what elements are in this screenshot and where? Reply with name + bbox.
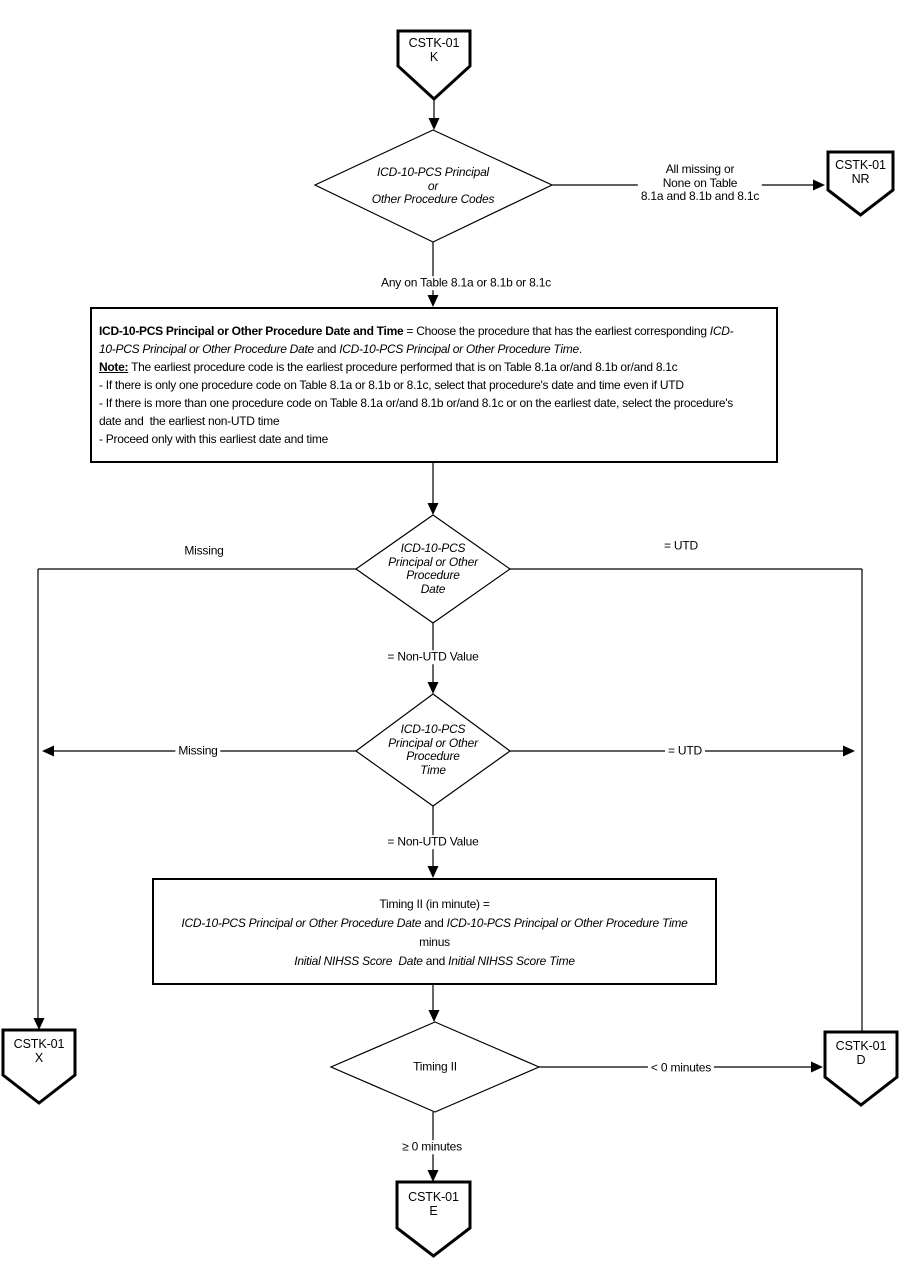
connector-k-letter: K <box>429 50 439 64</box>
connector-e-id: CSTK-01 <box>408 1190 459 1204</box>
arrowhead-into-x <box>34 1018 45 1030</box>
edge-label-date-non-utd: = Non-UTD Value <box>384 650 481 664</box>
note-line-3 <box>99 358 733 376</box>
connector-x-letter: X <box>34 1051 44 1065</box>
time-line4: Time <box>420 762 446 777</box>
arrowhead-into-time <box>428 682 439 694</box>
connector-x-id: CSTK-01 <box>13 1037 65 1051</box>
process-earliest-procedure-box <box>90 307 778 463</box>
timing-line-4 <box>154 952 715 971</box>
connector-e-letter: E <box>429 1204 438 1218</box>
edge-label-time-utd: = UTD <box>665 744 705 758</box>
connector-d-id: CSTK-01 <box>835 1039 887 1053</box>
note-l1-bold: ICD-10-PCS Principal or Other Procedure Date and Time <box>99 324 404 338</box>
edge-label-lt-zero: < 0 minutes <box>648 1061 714 1075</box>
arrowhead-into-d <box>811 1062 823 1073</box>
note-l1-italic: ICD- <box>709 324 734 338</box>
arrowhead-into-timing2 <box>429 1010 440 1022</box>
codes-line1: ICD-10-PCS Principal <box>376 164 490 179</box>
connector-nr-id: CSTK-01 <box>835 158 886 172</box>
connector-d-letter: D <box>856 1053 866 1067</box>
all-missing-line3: 8.1a and 8.1b and 8.1c <box>640 188 760 203</box>
date-line3: Procedure <box>406 568 460 582</box>
connector-nr-label <box>835 158 886 186</box>
edge-label-time-non-utd: = Non-UTD Value <box>384 835 481 849</box>
note-l3-note-label: Note: <box>99 360 129 374</box>
time-line3: Procedure <box>406 749 460 763</box>
codes-line3: Other Procedure Codes <box>371 191 495 206</box>
connector-e-label <box>408 1190 459 1218</box>
arrowhead-into-date <box>428 503 439 515</box>
timing-line-1: Timing II (in minute) = <box>379 897 490 911</box>
note-l2-italic2: ICD-10-PCS Principal or Other Procedure Time <box>339 342 579 356</box>
note-l2-period: . <box>578 342 582 356</box>
arrowhead-into-timingbox <box>428 866 439 878</box>
process-timing2-formula-text <box>154 895 715 971</box>
timing-l2-plain: and <box>421 916 447 930</box>
decision-procedure-time-label <box>388 723 478 777</box>
edge-label-date-missing: Missing <box>184 543 224 558</box>
note-l3-plain: The earliest procedure code is the earliest procedure performed that is on Table 8.1a or/and 8.1b or/and 8.1c <box>128 360 678 374</box>
date-line2: Principal or Other <box>388 554 478 569</box>
codes-line2: or <box>427 178 439 193</box>
arrowhead-time-utd <box>843 746 855 757</box>
edge-label-time-missing: Missing <box>175 744 220 758</box>
decision-procedure-codes-label <box>372 166 495 207</box>
edge-label-date-utd: = UTD <box>663 538 699 553</box>
note-line-2 <box>99 340 733 358</box>
note-line-4: - If there is only one procedure code on Table 8.1a or 8.1b or 8.1c, select that procedure's date and time even if UTD <box>99 378 684 392</box>
edge-label-all-missing <box>638 163 762 204</box>
arrowhead-into-nr <box>813 180 825 191</box>
timing-l4-italic1: Initial NIHSS Score Date <box>294 954 423 968</box>
arrowhead-time-missing <box>42 746 54 757</box>
decision-timing2-label: Timing II <box>413 1059 457 1074</box>
arrowhead-into-codes <box>429 118 440 130</box>
time-line1: ICD-10-PCS <box>400 722 466 736</box>
timing-l2-italic2: ICD-10-PCS Principal or Other Procedure Time <box>446 916 688 930</box>
arrowhead-into-e <box>428 1170 439 1182</box>
note-l2-italic1: 10-PCS Principal or Other Procedure Date <box>99 342 314 356</box>
timing-l2-italic1: ICD-10-PCS Principal or Other Procedure Date <box>181 916 422 930</box>
decision-procedure-date-label <box>388 542 478 596</box>
note-l2-plain: and <box>313 342 340 356</box>
time-line2: Principal or Other <box>388 735 478 750</box>
timing-line-3: minus <box>419 935 450 949</box>
arrowhead-into-notebox <box>428 295 439 307</box>
connector-x-label <box>14 1037 65 1065</box>
timing-line-2 <box>154 914 715 933</box>
connector-nr-letter: NR <box>851 172 870 186</box>
note-line-5: - If there is more than one procedure code on Table 8.1a or/and 8.1b or/and 8.1c or on the earliest date, select the procedure's <box>99 396 733 410</box>
connector-d-label <box>836 1039 887 1067</box>
timing-l4-plain: and <box>422 954 449 968</box>
all-missing-line1: All missing or <box>665 161 735 176</box>
note-l1-plain: = Choose the procedure that has the earliest corresponding <box>403 324 710 338</box>
note-line-1 <box>99 322 733 340</box>
process-timing2-formula-box <box>152 878 717 985</box>
edge-label-gte-zero: ≥ 0 minutes <box>399 1140 465 1154</box>
note-line-6: date and the earliest non-UTD time <box>99 414 280 428</box>
timing-l4-italic2: Initial NIHSS Score Time <box>448 954 575 968</box>
process-earliest-procedure-text <box>99 322 733 448</box>
note-line-7: - Proceed only with this earliest date and time <box>99 432 328 446</box>
connector-k-id: CSTK-01 <box>408 36 460 50</box>
connector-k-label <box>409 36 460 64</box>
date-line4: Date <box>420 581 446 596</box>
edge-label-any-on-table: Any on Table 8.1a or 8.1b or 8.1c <box>378 276 554 290</box>
date-line1: ICD-10-PCS <box>400 541 466 555</box>
all-missing-line2: None on Table <box>662 175 738 190</box>
